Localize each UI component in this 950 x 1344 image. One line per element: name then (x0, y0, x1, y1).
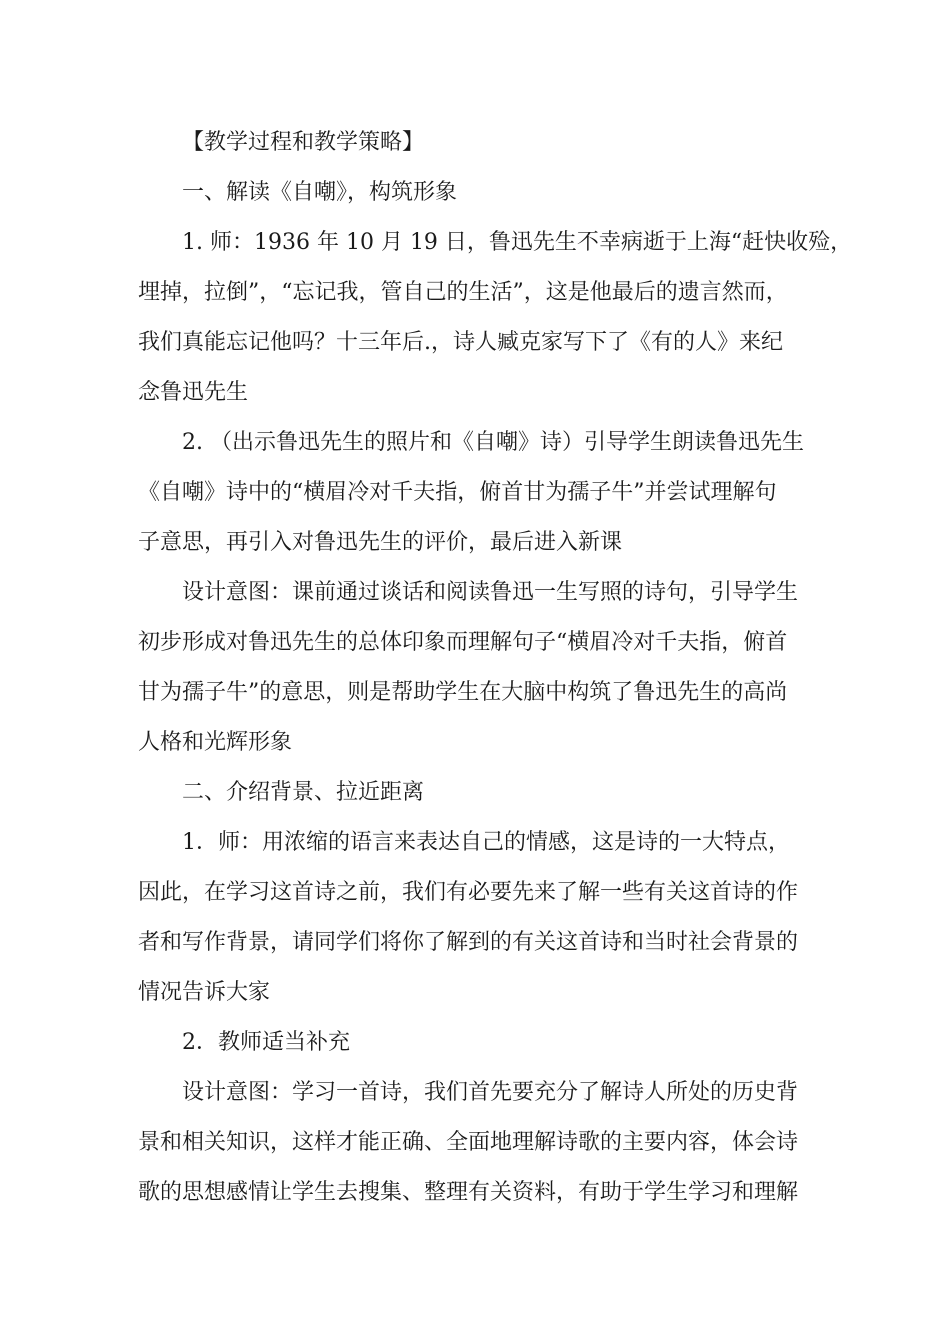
paragraph-line: 埋掉，拉倒”，“忘记我，管自己的生活”，这是他最后的遗言然而， (138, 280, 788, 305)
paragraph-line: 1．师：用浓缩的语言来表达自己的情感，这是诗的一大特点， (182, 830, 790, 855)
paragraph-line: 2. （出示鲁迅先生的照片和《自嘲》诗）引导学生朗读鲁迅先生 (182, 430, 804, 455)
paragraph-line: 设计意图：课前通过谈话和阅读鲁迅一生写照的诗句，引导学生 (182, 580, 799, 605)
paragraph-line: 设计意图：学习一首诗，我们首先要充分了解诗人所处的历史背 (182, 1080, 799, 1105)
paragraph-line: 初步形成对鲁迅先生的总体印象而理解句子“横眉冷对千夫指，俯首 (138, 630, 788, 655)
paragraph-line: 念鲁迅先生 (138, 380, 249, 405)
document-body (138, 118, 853, 1218)
paragraph-line: 人格和光辉形象 (138, 730, 293, 755)
paragraph-line: 《自嘲》诗中的“横眉冷对千夫指，俯首甘为孺子牛”并尝试理解句 (138, 480, 777, 505)
section-heading-part-one: 一、解读《自嘲》，构筑形象 (182, 180, 458, 205)
paragraph-line: 歌的思想感情让学生去搜集、整理有关资料，有助于学生学习和理解 (138, 1180, 799, 1205)
paragraph-line: 1. 师：1936 年 10 月 19 日，鲁迅先生不幸病逝于上海“赶快收殓， (182, 230, 853, 255)
paragraph-line: 子意思，再引入对鲁迅先生的评价，最后进入新课 (138, 530, 623, 555)
section-heading-teaching-process: 【教学过程和教学策略】 (182, 130, 425, 155)
paragraph-line: 我们真能忘记他吗？十三年后.，诗人臧克家写下了《有的人》来纪 (138, 330, 783, 355)
paragraph-line: 因此，在学习这首诗之前，我们有必要先来了解一些有关这首诗的作 (138, 880, 799, 905)
paragraph-line: 甘为孺子牛”的意思，则是帮助学生在大脑中构筑了鲁迅先生的高尚 (138, 680, 788, 705)
paragraph-line: 者和写作背景，请同学们将你了解到的有关这首诗和当时社会背景的 (138, 930, 799, 955)
paragraph-line: 景和相关知识，这样才能正确、全面地理解诗歌的主要内容，体会诗 (138, 1130, 799, 1155)
paragraph-line: 情况告诉大家 (138, 980, 271, 1005)
section-heading-part-two: 二、介绍背景、拉近距离 (182, 780, 425, 805)
paragraph-line: 2．教师适当补充 (182, 1030, 350, 1055)
